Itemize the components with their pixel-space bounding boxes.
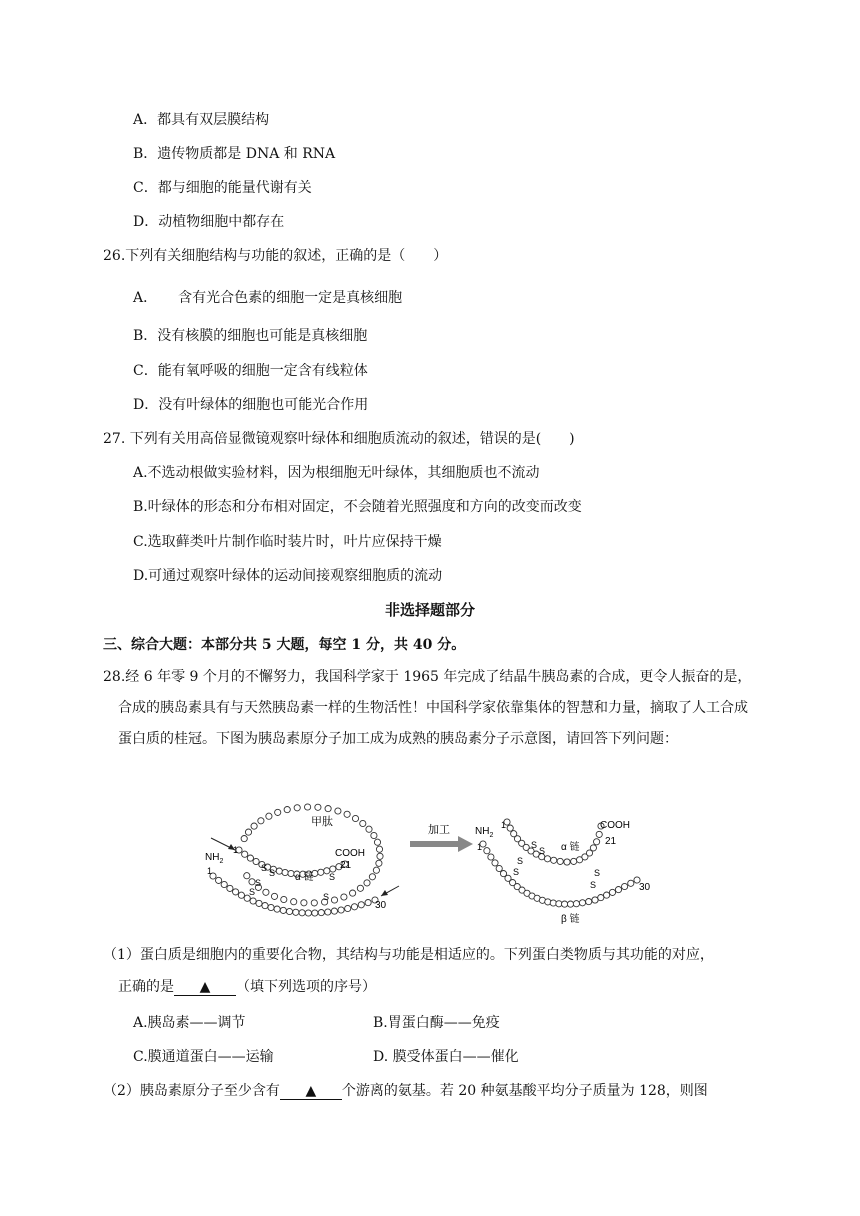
- beta-bead-left: [221, 881, 227, 887]
- alpha-bead-right: [544, 856, 550, 862]
- beta-bead-right: [579, 900, 585, 906]
- alpha-bead-right: [590, 845, 596, 851]
- label-s12: S: [590, 880, 597, 890]
- q28-sub2-suffix: 个游离的氨基。若 20 种氨基酸平均分子质量为 128，则图: [341, 1083, 708, 1099]
- label-s10: S: [513, 867, 520, 877]
- label-s8: S: [539, 846, 546, 856]
- label-alpha-right: α 链: [561, 842, 580, 853]
- peptide-bead: [315, 804, 321, 810]
- peptide-bead: [266, 813, 272, 819]
- label-peptide: 甲肽: [311, 816, 333, 828]
- q25-option-b: B．遗传物质都是 DNA 和 RNA: [133, 146, 336, 162]
- label-s9: S: [517, 856, 524, 866]
- beta-bead-left: [250, 898, 256, 904]
- beta-bead-left: [262, 903, 268, 909]
- q26-option-c: C．能有氧呼吸的细胞一定含有线粒体: [133, 363, 368, 379]
- peptide-bead: [350, 890, 356, 896]
- peptide-bead: [376, 846, 382, 852]
- beta-bead-left: [233, 889, 239, 895]
- peptide-bead: [244, 873, 250, 879]
- alpha-bead-right: [557, 858, 563, 864]
- label-nh2-right: $NH_2$: [475, 826, 494, 839]
- q28-sub1-line1: （1）蛋白质是细胞内的重要化合物，其结构与功能是相适应的。下列蛋白类物质与其功能的对应，: [103, 947, 714, 963]
- beta-bead-left: [238, 892, 244, 898]
- q25-option-a: A．都具有双层膜结构: [133, 112, 270, 128]
- peptide-bead: [284, 807, 290, 813]
- label-nh2-left: $NH_2$: [205, 852, 224, 865]
- label-30-left: 30: [375, 900, 387, 911]
- beta-bead-right: [573, 901, 579, 907]
- peptide-bead: [271, 893, 277, 899]
- beta-bead-right: [598, 895, 604, 901]
- label-s5: S: [329, 872, 336, 882]
- alpha-bead-right: [594, 839, 600, 845]
- beta-bead-left: [312, 910, 318, 916]
- label-30-right: 30: [639, 882, 651, 893]
- q28-sub1-option-c: C.膜通道蛋白——运输: [133, 1049, 274, 1065]
- peptide-bead: [373, 867, 379, 873]
- peptide-bead: [360, 820, 366, 826]
- alpha-bead-right: [551, 857, 557, 863]
- peptide-bead: [245, 829, 251, 835]
- peptide-bead: [369, 874, 375, 880]
- alpha-bead-right: [571, 858, 577, 864]
- peptide-bead: [371, 832, 377, 838]
- alpha-bead-left: [242, 851, 248, 857]
- beta-bead-left: [358, 902, 364, 908]
- insulin-processing-diagram: [195, 800, 665, 930]
- label-cooh-left: COOH: [335, 848, 365, 859]
- blank-triangle-1: ▲: [199, 979, 211, 995]
- q28-sub1-option-b: B.胃蛋白酶——免疫: [373, 1015, 500, 1031]
- answer-blank-1[interactable]: [174, 975, 236, 996]
- peptide-bead: [258, 818, 264, 824]
- bead-chains: [210, 804, 640, 916]
- q27-option-a: A.不选动根做实验材料，因为根细胞无叶绿体，其细胞质也不流动: [133, 465, 540, 481]
- alpha-bead-right: [507, 825, 513, 831]
- beta-bead-right: [488, 854, 494, 860]
- peptide-bead: [241, 836, 247, 842]
- peptide-bead: [374, 839, 380, 845]
- alpha-bead-right: [564, 859, 570, 865]
- q28-sub2-prefix: （2）胰岛素原分子至少含有: [103, 1083, 280, 1099]
- beta-bead-left: [268, 904, 274, 910]
- peptide-bead: [291, 899, 297, 905]
- q28-sub2-line: [103, 1081, 708, 1102]
- label-21-right: 21: [605, 836, 617, 847]
- beta-bead-right: [496, 865, 502, 871]
- peptide-bead: [364, 880, 370, 886]
- beta-bead-left: [305, 910, 311, 916]
- q28-sub1-option-a: A.胰岛素——调节: [133, 1015, 246, 1031]
- peptide-bead: [325, 806, 331, 812]
- beta-bead-right: [622, 883, 628, 889]
- label-s1: S: [261, 863, 268, 873]
- q26-option-a: A． 含有光合色素的细胞一定是真核细胞: [133, 290, 403, 306]
- label-1-left-bottom: 1: [207, 866, 213, 876]
- peptide-bead: [301, 900, 307, 906]
- peptide-bead: [263, 889, 269, 895]
- process-arrow-head: [458, 836, 473, 852]
- beta-bead-right: [492, 860, 498, 866]
- beta-bead-left: [293, 909, 299, 915]
- alpha-bead-left: [276, 868, 282, 874]
- peptide-bead: [281, 896, 287, 902]
- beta-bead-right: [609, 889, 615, 895]
- label-s3: S: [255, 878, 262, 888]
- peptide-bead: [377, 853, 383, 859]
- q28-sub1-prefix: 正确的是: [118, 979, 174, 995]
- alpha-bead-left: [253, 858, 259, 864]
- alpha-bead-left: [288, 870, 294, 876]
- q27-option-b: B.叶绿体的形态和分布相对固定，不会随着光照强度和方向的改变而改变: [133, 499, 582, 515]
- peptide-bead: [275, 809, 281, 815]
- peptide-bead: [357, 885, 363, 891]
- beta-bead-right: [562, 901, 568, 907]
- label-s11: S: [594, 868, 601, 878]
- q25-option-c: C．都与细胞的能量代谢有关: [133, 180, 312, 196]
- beta-bead-left: [351, 904, 357, 910]
- peptide-bead: [331, 897, 337, 903]
- peptide-bead: [341, 894, 347, 900]
- label-alpha-left: α 链: [295, 872, 314, 883]
- alpha-bead-left: [318, 869, 324, 875]
- peptide-bead: [376, 860, 382, 866]
- alpha-bead-right: [596, 831, 602, 837]
- label-s4: S: [249, 887, 256, 897]
- beta-bead-right: [567, 901, 573, 907]
- label-1-right-top: 1: [501, 820, 507, 830]
- peptide-bead: [294, 805, 300, 811]
- beta-bead-left: [331, 908, 337, 914]
- q26-stem: 26.下列有关细胞结构与功能的叙述，正确的是（ ）: [103, 248, 448, 264]
- label-s7: S: [531, 840, 538, 850]
- beta-bead-left: [274, 906, 280, 912]
- label-beta-right: β 链: [561, 914, 580, 925]
- q26-option-b: B．没有核膜的细胞也可能是真核细胞: [133, 328, 368, 344]
- q27-option-c: C.选取藓类叶片制作临时装片时，叶片应保持干燥: [133, 534, 442, 550]
- beta-bead-left: [318, 910, 324, 916]
- answer-blank-2[interactable]: [280, 1079, 342, 1100]
- beta-bead-right: [628, 880, 634, 886]
- beta-bead-left: [365, 900, 371, 906]
- q25-option-d: D．动植物细胞中都存在: [133, 214, 285, 230]
- peptide-bead: [335, 808, 341, 814]
- beta-bead-left: [325, 909, 331, 915]
- q28-sub1-line2: [118, 977, 376, 998]
- alpha-bead-left: [247, 855, 253, 861]
- label-s6: S: [323, 892, 330, 902]
- beta-bead-right: [592, 897, 598, 903]
- beta-bead-right: [586, 899, 592, 905]
- label-s2: S: [269, 868, 276, 878]
- beta-bead-right: [484, 848, 490, 854]
- beta-bead-left: [345, 905, 351, 911]
- q28-sub1-suffix: （填下列选项的序号）: [236, 979, 376, 995]
- process-arrow-label: 加工: [428, 824, 450, 836]
- peptide-bead: [366, 826, 372, 832]
- beta-bead-left: [227, 885, 233, 891]
- beta-bead-right: [615, 887, 621, 893]
- peptide-bead: [352, 815, 358, 821]
- beta-bead-left: [338, 907, 344, 913]
- q28-sub1-option-d: D. 膜受体蛋白——催化: [373, 1049, 519, 1065]
- blank-triangle-2: ▲: [305, 1083, 317, 1099]
- peptide-bead: [311, 900, 317, 906]
- alpha-bead-left: [282, 869, 288, 875]
- beta-bead-right: [604, 892, 610, 898]
- q26-option-d: D．没有叶绿体的细胞也可能光合作用: [133, 397, 369, 413]
- q27-stem: 27. 下列有关用高倍显微镜观察叶绿体和细胞质流动的叙述，错误的是( ): [103, 431, 575, 447]
- peptide-bead: [344, 811, 350, 817]
- label-1-right-bottom: 1: [477, 842, 483, 852]
- beta-bead-left: [256, 900, 262, 906]
- peptide-bead: [251, 823, 257, 829]
- q28-intro: [103, 662, 758, 755]
- beta-bead-left: [299, 910, 305, 916]
- label-cooh-right: COOH: [600, 820, 630, 831]
- process-arrow-body: [410, 841, 458, 847]
- peptide-bead: [305, 804, 311, 810]
- section-heading: 三、综合大题：本部分共 5 大题，每空 1 分，共 40 分。: [103, 637, 466, 653]
- q27-option-d: D.可通过观察叶绿体的运动间接观察细胞质的流动: [133, 568, 443, 584]
- q28-intro-text: 28.经 6 年零 9 个月的不懈努力，我国科学家于 1965 年完成了结晶牛胰岛素的合成，更令人振奋的是，合成的胰岛素具有与天然胰岛素一样的生物活性！中国科学家依靠集体的智慧和力量，摘取了人工合成蛋白质的桂冠。下图为胰岛素原分子加工成为成熟的胰岛素分子示意图，请回答下列问题：: [103, 669, 752, 747]
- beta-bead-left: [280, 907, 286, 913]
- label-1-left-top: 1: [233, 845, 239, 855]
- beta-bead-left: [286, 908, 292, 914]
- label-21-left: 21: [340, 860, 352, 871]
- beta-bead-left: [216, 877, 222, 883]
- section-title: 非选择题部分: [384, 601, 475, 619]
